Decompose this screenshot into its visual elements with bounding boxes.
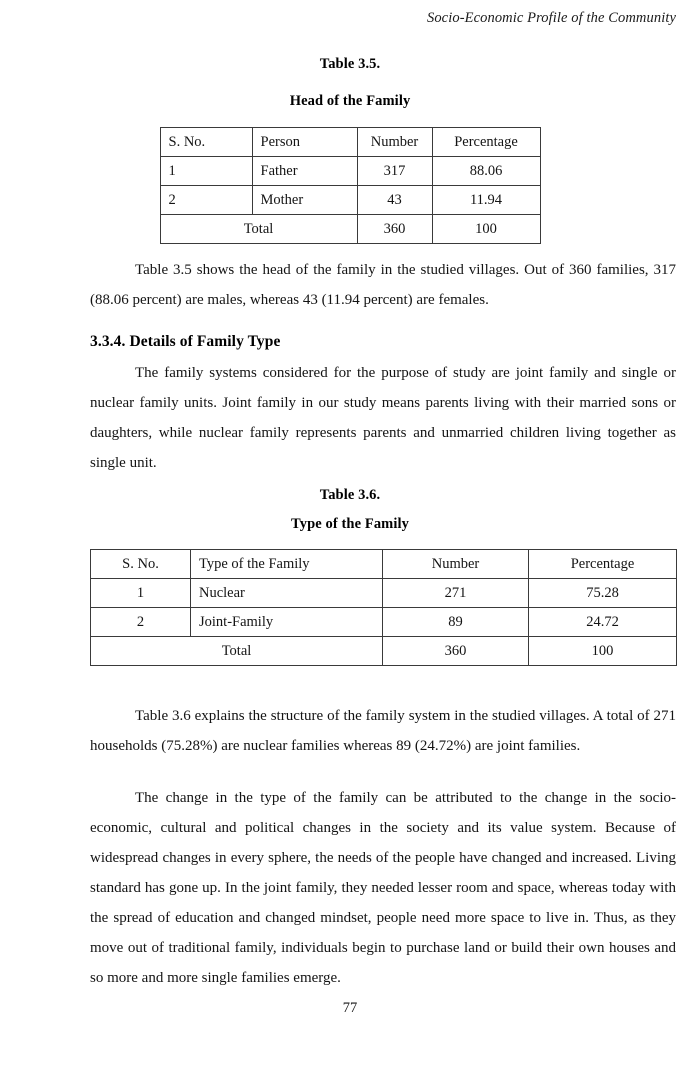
table-3-6-caption-title: Type of the Family [291, 516, 409, 532]
paragraph-table-3-5-description: Table 3.5 shows the head of the family in the studied villages. Out of 360 families, 317 (88.06 percent) are males, whereas 43 (11.94 percent) are females. [90, 262, 676, 308]
cell-total-label: Total [91, 637, 383, 666]
column-header-sno: S. No. [160, 128, 252, 157]
table-total-row [160, 215, 540, 244]
table-3-6-wrapper [90, 549, 677, 666]
cell-number: 43 [357, 186, 432, 215]
cell-sno: 2 [160, 186, 252, 215]
cell-total-number: 360 [383, 637, 529, 666]
paragraph-table-3-6-description: Table 3.6 explains the structure of the family system in the studied villages. A total of 271 households (75.28%) are nuclear families whereas 89 (24.72%) are joint families. [90, 708, 676, 754]
table-row [160, 157, 540, 186]
cell-sno: 1 [91, 579, 191, 608]
cell-type: Nuclear [191, 579, 383, 608]
table-row [160, 186, 540, 215]
cell-type: Joint-Family [191, 608, 383, 637]
table-3-5-caption-number: Table 3.5. [319, 56, 381, 72]
table-total-row [91, 637, 677, 666]
paragraph-family-change-discussion: The change in the type of the family can be attributed to the change in the socio-economic, cultural and political changes in the society and its value system. Because of widespread changes in every sphere, the needs of the people have changed and increased. Living standard has gone up. In the joint family, they needed lesser room and space, whereas today with the spread of education and changed mindset, people need more space to live in. Thus, as they move out of traditional family, individuals begin to purchase land or build their own houses and so more and more single families emerge. [90, 790, 676, 986]
cell-total-percentage: 100 [529, 637, 677, 666]
cell-percentage: 75.28 [529, 579, 677, 608]
table-3-6 [90, 549, 677, 666]
table-header-row [91, 550, 677, 579]
cell-number: 89 [383, 608, 529, 637]
table-header-row [160, 128, 540, 157]
cell-person: Mother [252, 186, 357, 215]
column-header-percentage: Percentage [529, 550, 677, 579]
page-number: 77 [342, 1000, 358, 1016]
column-header-number: Number [357, 128, 432, 157]
table-3-5-caption-title: Head of the Family [289, 93, 411, 109]
cell-percentage: 11.94 [432, 186, 540, 215]
cell-sno: 2 [91, 608, 191, 637]
running-header: Socio-Economic Profile of the Community [426, 10, 676, 26]
table-row [91, 579, 677, 608]
table-3-5 [160, 127, 541, 244]
table-3-6-caption-number: Table 3.6. [319, 487, 381, 503]
column-header-percentage: Percentage [432, 128, 540, 157]
table-row [91, 608, 677, 637]
cell-total-number: 360 [357, 215, 432, 244]
cell-number: 271 [383, 579, 529, 608]
column-header-person: Person [252, 128, 357, 157]
cell-sno: 1 [160, 157, 252, 186]
column-header-sno: S. No. [91, 550, 191, 579]
column-header-type: Type of the Family [191, 550, 383, 579]
cell-number: 317 [357, 157, 432, 186]
paragraph-family-systems: The family systems considered for the purpose of study are joint family and single or nuclear family units. Joint family in our study means parents living with their married sons or daughters, while nuclear family represents parents and unmarried children living together as single unit. [90, 365, 676, 471]
cell-total-percentage: 100 [432, 215, 540, 244]
table-3-5-wrapper [0, 127, 700, 244]
section-heading-3-3-4: 3.3.4. Details of Family Type [90, 333, 281, 350]
cell-percentage: 88.06 [432, 157, 540, 186]
column-header-number: Number [383, 550, 529, 579]
cell-total-label: Total [160, 215, 357, 244]
cell-person: Father [252, 157, 357, 186]
cell-percentage: 24.72 [529, 608, 677, 637]
